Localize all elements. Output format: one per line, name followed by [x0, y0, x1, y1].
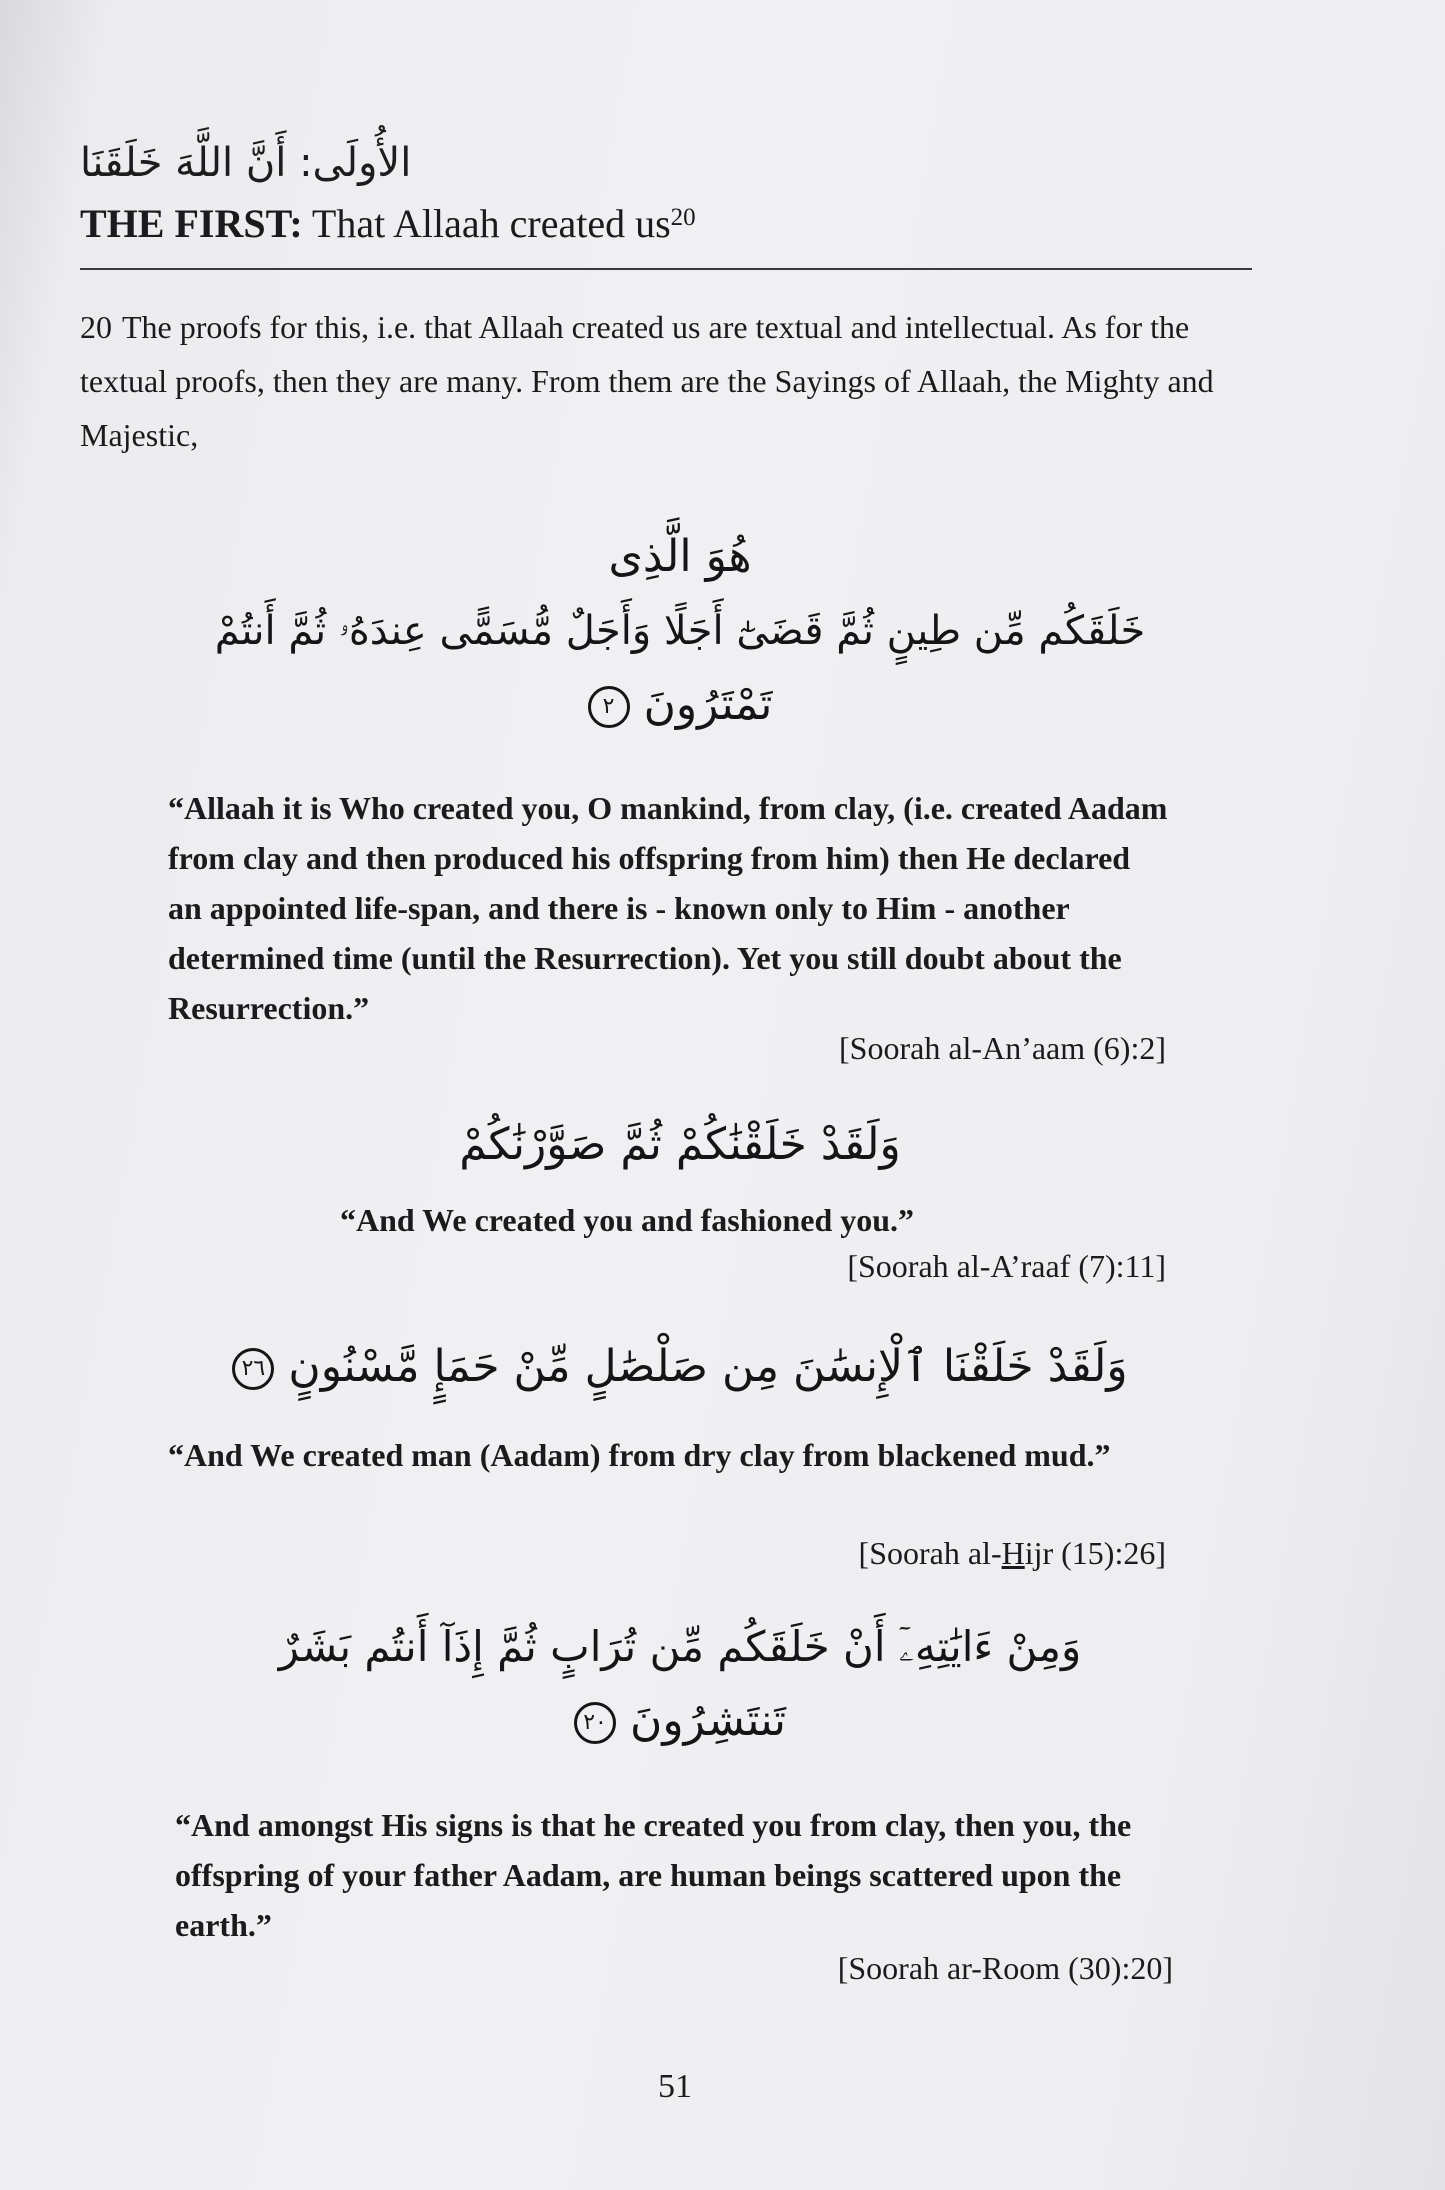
verse-4-reference: [Soorah ar-Room (30):20] [837, 1950, 1173, 1986]
verse-1-arabic-line-2: خَلَقَكُم مِّن طِينٍ ثُمَّ قَضَىٰٓ أَجَلًا وَأَجَلٌ مُّسَمًّى عِندَهُۥ ثُمَّ أَنتُمْ [214, 608, 1146, 654]
verse-3-reference: [Soorah al-Hijr (15):26] [858, 1535, 1166, 1571]
verse-1-translation: “Allaah it is Who created you, O mankind, from clay, (i.e. created Aadam from clay and then produced his offspring from him) then He declared an appointed life-span, and there is - known only to Him - another determined time (until the Resurrection). Yet you still doubt about the Resurrection.” [168, 790, 1168, 1026]
footnote-marker: 20 [670, 204, 696, 231]
footnote-text: The proofs for this, i.e. that Allaah created us are textual and intellectual. As for the textual proofs, then they are many. From them are the Sayings of Allaah, the Mighty and Majestic, [80, 309, 1214, 453]
section-heading [80, 200, 696, 247]
verse-4-arabic [200, 1610, 1160, 1758]
verse-1-arabic-line-3: تَمْتَرُونَ ٢ [180, 668, 1180, 742]
ayah-number-marker: ٢٦ [232, 1348, 274, 1390]
verse-3-arabic-line-1: وَلَقَدْ خَلَقْنَا ٱلْإِنسَٰنَ مِن صَلْصَٰلٍ مِّنْ حَمَإٍ مَّسْنُونٍ ٢٦ [180, 1330, 1180, 1404]
heading-arabic: الأُولَى: أَنَّ اللَّهَ خَلَقَنَا [80, 140, 412, 186]
heading-bold: THE FIRST: [80, 201, 303, 246]
verse-2-arabic [300, 1108, 1060, 1182]
footnote [80, 300, 1255, 462]
verse-2-reference: [Soorah al-A’raaf (7):11] [847, 1248, 1166, 1284]
verse-2-arabic-line-1: وَلَقَدْ خَلَقْنَٰكُمْ ثُمَّ صَوَّرْنَٰكُمْ [459, 1119, 901, 1170]
verse-4-arabic-line-1: وَمِنْ ءَايَٰتِهِۦٓ أَنْ خَلَقَكُم مِّن تُرَابٍ ثُمَّ إِذَآ أَنتُم بَشَرٌ [278, 1622, 1082, 1671]
verse-1-arabic-line-1: هُوَ الَّذِى [608, 531, 752, 582]
ayah-number-marker: ٢٠ [574, 1702, 616, 1744]
heading-text: That Allaah created us [302, 201, 671, 246]
verse-4-arabic-line-2: تَنتَشِرُونَ ٢٠ [200, 1684, 1160, 1758]
footnote-number: 20 [80, 309, 112, 345]
ayah-number-marker: ٢ [588, 686, 630, 728]
verse-1-arabic [180, 520, 1180, 742]
verse-4-translation: “And amongst His signs is that he created you from clay, then you, the offspring of your father Aadam, are human beings scattered upon the earth.” [175, 1807, 1132, 1943]
verse-2-translation: “And We created you and fashioned you.” [340, 1202, 915, 1238]
footnote-divider [80, 268, 1252, 270]
verse-3-arabic [180, 1330, 1180, 1404]
page-number: 51 [658, 2068, 692, 2105]
verse-1-reference: [Soorah al-An’aam (6):2] [839, 1030, 1166, 1066]
verse-3-translation: “And We created man (Aadam) from dry clay from blackened mud.” [168, 1437, 1111, 1473]
